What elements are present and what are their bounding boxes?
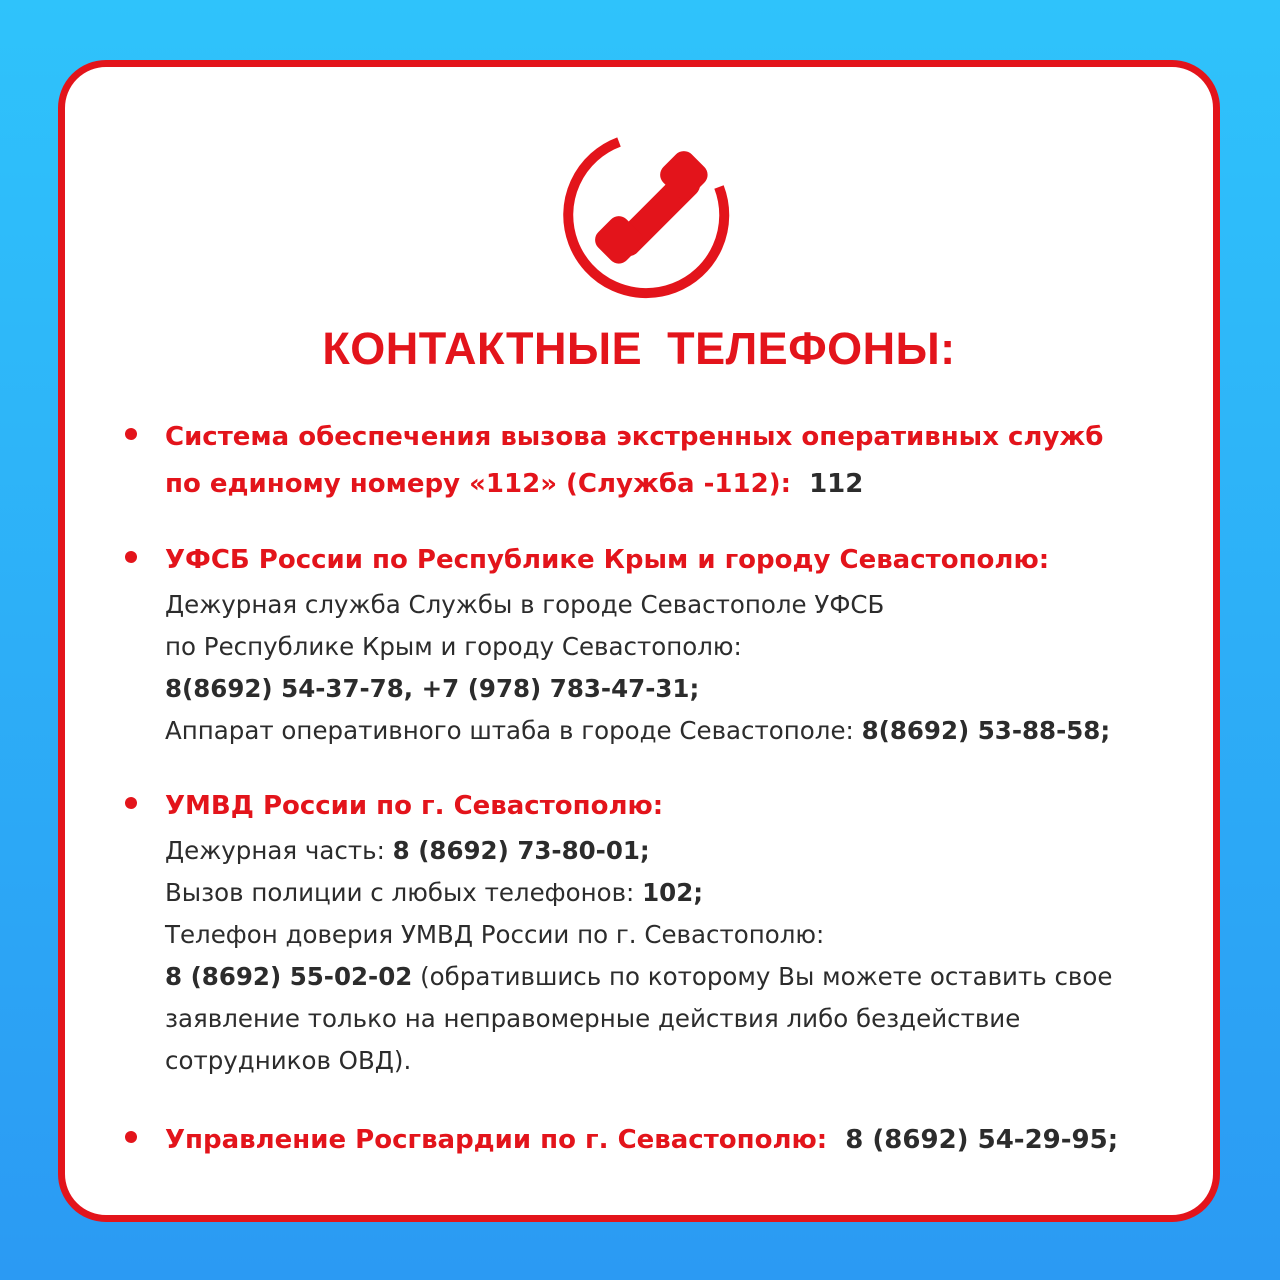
- section-fsb-phones: 8(8692) 54-37-78, +7 (978) 783-47-31;: [165, 674, 700, 703]
- section-fsb-line-2: по Республике Крым и городу Севастополю:: [165, 632, 742, 661]
- bullet: [125, 428, 137, 440]
- section-rosgvardia: [165, 1117, 1185, 1164]
- section-112-heading-text: по единому номеру «112» (Служба -112):: [165, 469, 791, 499]
- section-fsb-line-1: Дежурная служба Службы в городе Севастополе УФСБ: [165, 590, 885, 619]
- section-112-heading-line-2: [165, 461, 1185, 508]
- section-fsb: [165, 537, 1185, 752]
- section-umvd-heading: УМВД России по г. Севастополю:: [165, 791, 664, 821]
- section-umvd-trust-label: Телефон доверия УМВД России по г. Севастополю:: [165, 920, 825, 949]
- bullet: [125, 1131, 137, 1143]
- section-umvd-duty-line: [165, 830, 1185, 872]
- page-title: КОНТАКТНЫЕ ТЕЛЕФОНЫ:: [322, 323, 956, 374]
- section-fsb-staff-label: Аппарат оперативного штаба в городе Севастополе:: [165, 716, 854, 745]
- section-umvd: [165, 783, 1185, 1082]
- section-umvd-trust-phone: 8 (8692) 55-02-02: [165, 962, 413, 991]
- bullet: [125, 551, 137, 563]
- section-umvd-duty-phone: 8 (8692) 73-80-01;: [392, 836, 650, 865]
- section-umvd-police-label: Вызов полиции с любых телефонов:: [165, 878, 635, 907]
- section-fsb-staff-line: [165, 710, 1185, 752]
- section-umvd-police-phone: 102;: [642, 878, 704, 907]
- section-umvd-trust-note-3: сотрудников ОВД).: [165, 1046, 412, 1075]
- section-umvd-duty-label: Дежурная часть:: [165, 836, 385, 865]
- section-rosgvardia-heading: [165, 1117, 1185, 1164]
- section-fsb-heading: УФСБ России по Республике Крым и городу Севастополю:: [165, 545, 1050, 575]
- phone-in-circle-icon: [561, 129, 737, 305]
- section-umvd-trust-line: [165, 956, 1185, 998]
- section-112: [165, 414, 1185, 508]
- section-112-number: 112: [809, 469, 864, 499]
- contacts-card: [58, 60, 1220, 1222]
- section-rosgvardia-heading-text: Управление Росгвардии по г. Севастополю:: [165, 1125, 828, 1155]
- section-umvd-trust-note-1: (обратившись по которому Вы можете оставить свое: [420, 962, 1113, 991]
- section-umvd-trust-note-2: заявление только на неправомерные действия либо бездействие: [165, 1004, 1021, 1033]
- section-rosgvardia-phone: 8 (8692) 54-29-95;: [845, 1125, 1119, 1155]
- section-umvd-police-line: [165, 872, 1185, 914]
- section-fsb-staff-phone: 8(8692) 53-88-58;: [861, 716, 1111, 745]
- section-112-heading-line-1: Система обеспечения вызова экстренных оперативных служб: [165, 422, 1104, 452]
- bullet: [125, 797, 137, 809]
